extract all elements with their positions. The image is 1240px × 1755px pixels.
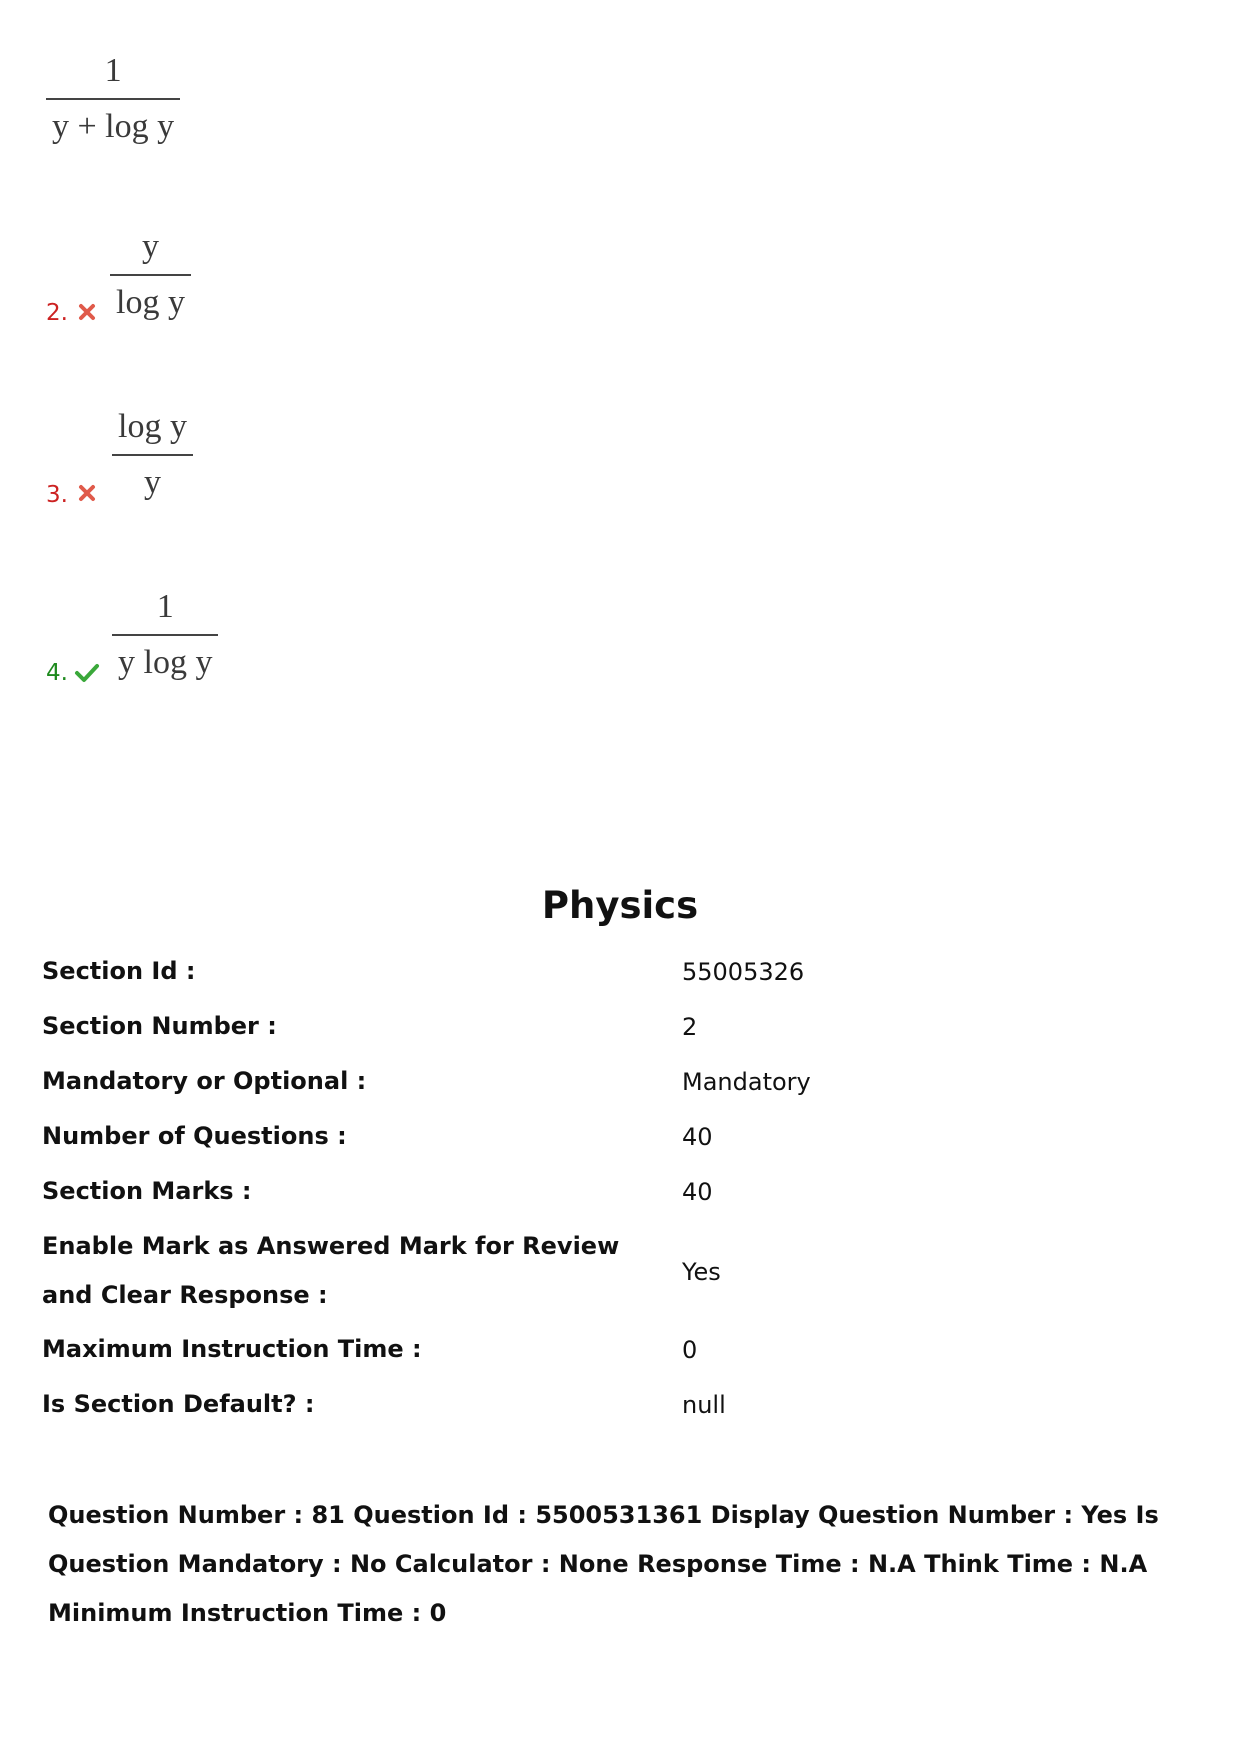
- max-instruction-time-label: Maximum Instruction Time :: [42, 1335, 422, 1363]
- cross-icon: [78, 303, 96, 321]
- section-id-label: Section Id :: [42, 957, 196, 985]
- option-1-fraction: [46, 54, 180, 144]
- section-marks-label: Section Marks :: [42, 1177, 252, 1205]
- option-4-numerator: 1: [156, 588, 174, 625]
- section-number-label: Section Number :: [42, 1012, 277, 1040]
- option-1-denominator: y + log y: [52, 108, 175, 145]
- option-2-numerator: y: [141, 228, 159, 265]
- option-2-label: 2.: [46, 300, 68, 326]
- option-3-fraction: [112, 410, 193, 500]
- section-id-value: 55005326: [682, 958, 805, 986]
- section-default-label: Is Section Default? :: [42, 1390, 315, 1418]
- option-1-numerator: 1: [104, 52, 122, 89]
- number-of-questions-value: 40: [682, 1123, 713, 1151]
- section-default-value: null: [682, 1391, 726, 1419]
- enable-mark-label: Enable Mark as Answered Mark for Review and Clear Response :: [42, 1232, 620, 1309]
- option-4-denominator: y log y: [118, 644, 213, 681]
- max-instruction-time-value: 0: [682, 1336, 698, 1364]
- mandatory-optional-label: Mandatory or Optional :: [42, 1067, 367, 1095]
- option-2-denominator: log y: [116, 284, 185, 321]
- number-of-questions-label: Number of Questions :: [42, 1122, 347, 1150]
- check-icon: [74, 662, 100, 684]
- section-marks-value: 40: [682, 1178, 713, 1206]
- option-3-numerator: log y: [118, 408, 187, 445]
- section-title: Physics: [541, 884, 699, 927]
- enable-mark-value: Yes: [682, 1258, 721, 1286]
- question-metadata: Question Number : 81 Question Id : 5500531361 Display Question Number : Yes Is Question Mandatory : No Calculator : None Response Time : N.A Think Time : N.A Minimum Instruction Time : 0: [48, 1501, 1159, 1627]
- option-4-fraction: [112, 590, 218, 680]
- section-number-value: 2: [682, 1013, 698, 1041]
- cross-icon: [78, 484, 96, 502]
- option-3-label: 3.: [46, 482, 68, 508]
- option-4-label: 4.: [46, 660, 68, 686]
- option-2-fraction: [110, 230, 191, 320]
- option-3-denominator: y: [143, 464, 161, 501]
- mandatory-optional-value: Mandatory: [682, 1068, 811, 1096]
